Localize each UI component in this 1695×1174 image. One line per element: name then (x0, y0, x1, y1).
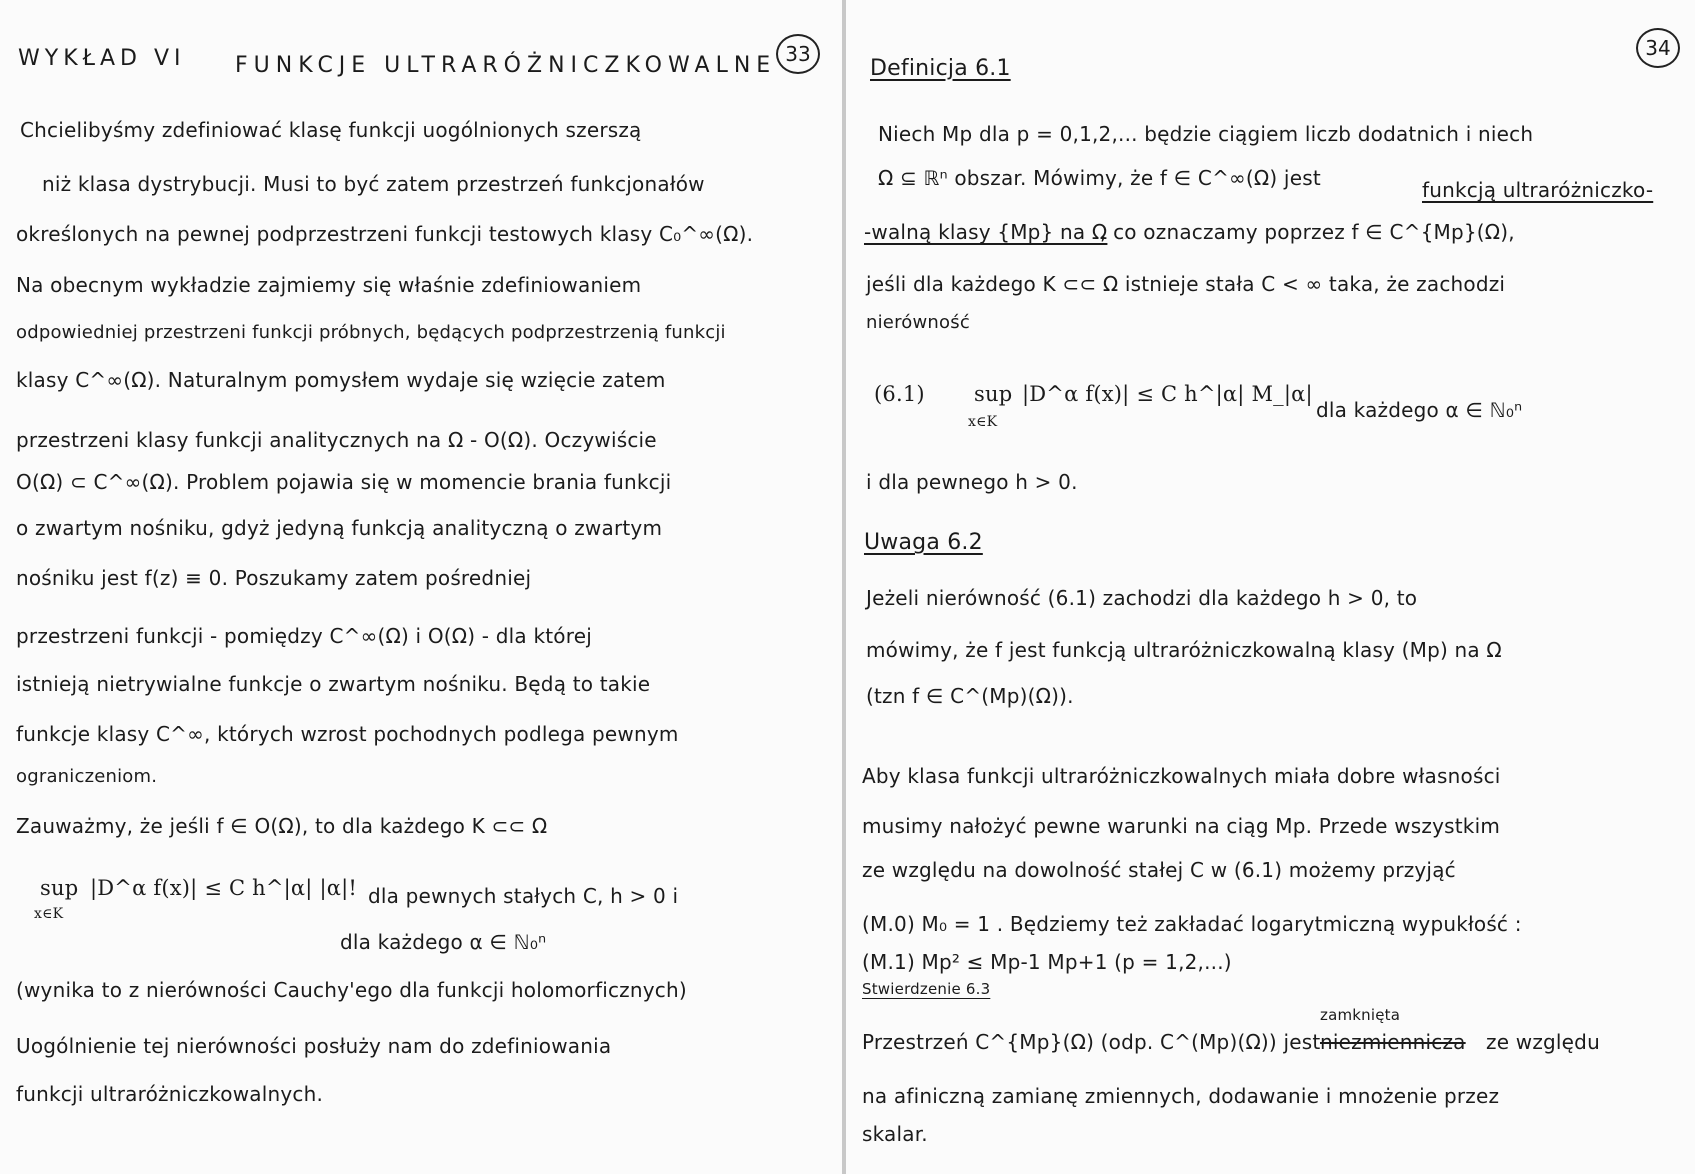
remark-line-2: mówimy, że f jest funkcją ultraróżniczkowalną klasy (Mp) na Ω (866, 638, 1502, 662)
left-line-1: Chcielibyśmy zdefiniować klasę funkcji uogólnionych szerszą (20, 118, 642, 142)
equation-label: (6.1) (874, 382, 925, 406)
lecture-title: FUNKCJE ULTRARÓŻNICZKOWALNE (235, 53, 777, 78)
left-line-2: niż klasa dystrybucji. Musi to być zatem przestrzeń funkcjonałów (42, 172, 705, 196)
def-line-4: jeśli dla każdego K ⊂⊂ Ω istnieje stała C < ∞ taka, że zachodzi (866, 272, 1506, 296)
equation-sup: sup (974, 382, 1013, 406)
equation-tail: i dla pewnego h > 0. (866, 470, 1078, 494)
para-line-1: Aby klasa funkcji ultraróżniczkowalnych miała dobre własności (862, 764, 1501, 788)
para-line-2: musimy nałożyć pewne warunki na ciąg Mp. Przede wszystkim (862, 814, 1501, 838)
left-line-12: istnieją nietrywialne funkcje o zwartym nośniku. Będą to takie (16, 672, 651, 696)
page-number-left: 33 (776, 34, 820, 74)
statement-heading: Stwierdzenie 6.3 (862, 980, 991, 998)
left-page (0, 0, 842, 1174)
remark-line-3: (tzn f ∈ C^(Mp)(Ω)). (866, 684, 1074, 708)
def-term-part-2: -walną klasy {Mp} na Ω (864, 220, 1108, 244)
left-line-10: nośniku jest f(z) ≡ 0. Poszukamy zatem pośredniej (16, 566, 532, 590)
left-closing-3: funkcji ultraróżniczkowalnych. (16, 1082, 324, 1106)
formula-condition-1: dla pewnych stałych C, h > 0 i (368, 884, 679, 908)
statement-line-1b: ze względu (1486, 1030, 1600, 1054)
left-line-4: Na obecnym wykładzie zajmiemy się właśnie zdefiniowaniem (16, 273, 642, 297)
statement-struck-word: niezmiennicza (1320, 1030, 1466, 1054)
equation-condition: dla każdego α ∈ ℕ₀ⁿ (1316, 398, 1523, 422)
condition-m0: (M.0) M₀ = 1 . Będziemy też zakładać logarytmiczną wypukłość : (862, 912, 1522, 936)
inserted-word: zamknięta (1320, 1006, 1401, 1024)
left-line-15: Zauważmy, że jeśli f ∈ O(Ω), to dla każdego K ⊂⊂ Ω (16, 814, 548, 838)
condition-m1: (M.1) Mp² ≤ Mp-1 Mp+1 (p = 1,2,...) (862, 950, 1232, 974)
right-page (846, 0, 1695, 1174)
equation-inequality: |D^α f(x)| ≤ C h^|α| M_|α| (1022, 382, 1313, 406)
left-line-7: przestrzeni klasy funkcji analitycznych na Ω - O(Ω). Oczywiście (16, 428, 657, 452)
left-line-5: odpowiedniej przestrzeni funkcji próbnych, będących podprzestrzenią funkcji (16, 322, 726, 343)
def-line-3: , co oznaczamy poprzez f ∈ C^{Mp}(Ω), (1100, 220, 1515, 244)
left-line-14: ograniczeniom. (16, 766, 158, 787)
statement-line-2: na afiniczną zamianę zmiennych, dodawanie i mnożenie przez (862, 1084, 1500, 1108)
definition-heading: Definicja 6.1 (870, 56, 1011, 81)
equation-sup-subscript: x∈K (968, 414, 998, 430)
left-closing-2: Uogólnienie tej nierówności posłuży nam do zdefiniowania (16, 1034, 612, 1058)
left-line-13: funkcje klasy C^∞, których wzrost pochodnych podlega pewnym (16, 722, 679, 746)
remark-heading: Uwaga 6.2 (864, 530, 983, 555)
def-term-part-1: funkcją ultraróżniczko- (1422, 178, 1654, 202)
para-line-3: ze względu na dowolność stałej C w (6.1) możemy przyjąć (862, 858, 1456, 882)
left-line-11: przestrzeni funkcji - pomiędzy C^∞(Ω) i O(Ω) - dla której (16, 624, 592, 648)
formula-inequality: |D^α f(x)| ≤ C h^|α| |α|! (90, 876, 358, 900)
remark-line-1: Jeżeli nierówność (6.1) zachodzi dla każdego h > 0, to (866, 586, 1418, 610)
left-line-6: klasy C^∞(Ω). Naturalnym pomysłem wydaje się wzięcie zatem (16, 368, 666, 392)
left-line-8: O(Ω) ⊂ C^∞(Ω). Problem pojawia się w momencie brania funkcji (16, 470, 672, 494)
left-line-9: o zwartym nośniku, gdyż jedyną funkcją analityczną o zwartym (16, 516, 663, 540)
page-number-right: 34 (1636, 28, 1680, 68)
statement-line-1a: Przestrzeń C^{Mp}(Ω) (odp. C^(Mp)(Ω)) jest (862, 1030, 1321, 1054)
def-line-1: Niech Mp dla p = 0,1,2,... będzie ciągiem liczb dodatnich i niech (878, 122, 1534, 146)
left-closing-1: (wynika to z nierówności Cauchy'ego dla funkcji holomorficznych) (16, 978, 687, 1002)
formula-condition-2: dla każdego α ∈ ℕ₀ⁿ (340, 930, 547, 954)
lecture-number: WYKŁAD VI (18, 46, 186, 71)
def-line-2: Ω ⊆ ℝⁿ obszar. Mówimy, że f ∈ C^∞(Ω) jest (878, 166, 1321, 190)
statement-line-3: skalar. (862, 1122, 928, 1146)
left-line-3: określonych na pewnej podprzestrzeni funkcji testowych klasy C₀^∞(Ω). (16, 222, 754, 246)
formula-sup-subscript: x∈K (34, 906, 64, 922)
formula-sup: sup (40, 876, 79, 900)
def-line-5: nierówność (866, 312, 970, 333)
